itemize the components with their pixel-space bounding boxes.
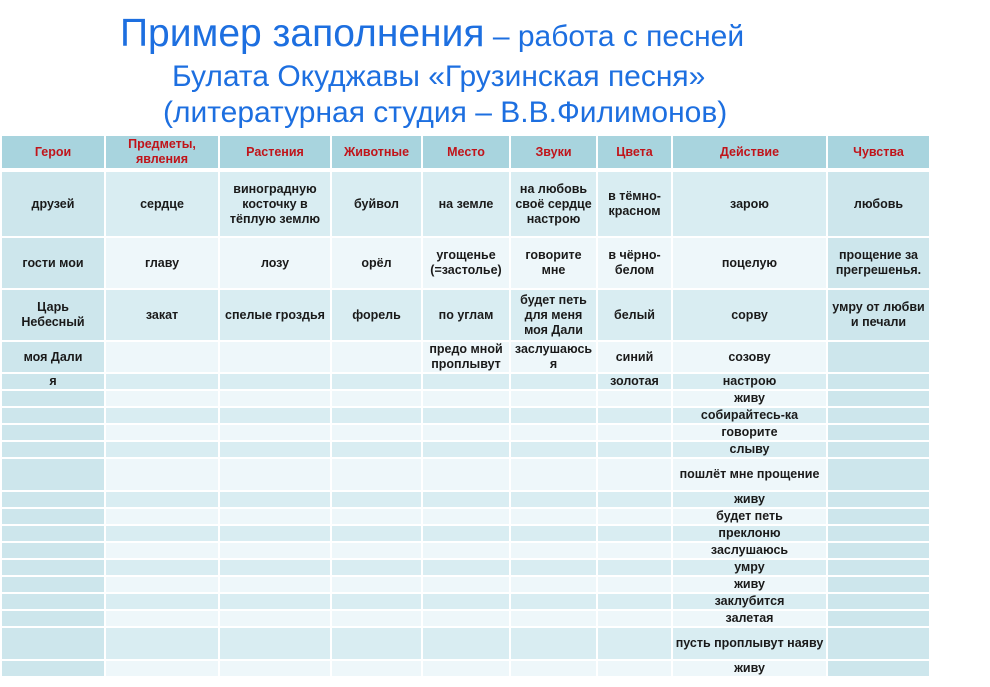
table-cell (828, 577, 931, 594)
table-cell (2, 459, 106, 492)
table-row (2, 408, 931, 425)
table-cell (332, 391, 423, 408)
table-cell (2, 628, 106, 661)
table-cell: синий (598, 342, 673, 374)
table-cell: говорите (673, 425, 828, 442)
table-cell (511, 509, 598, 526)
table-cell (828, 492, 931, 509)
table-cell (423, 594, 511, 611)
table-cell (220, 611, 332, 628)
table-cell (2, 408, 106, 425)
table-row (2, 661, 931, 678)
table-cell (598, 492, 673, 509)
table-cell (423, 408, 511, 425)
table-cell: на любовь своё сердце настрою (511, 172, 598, 238)
table-cell (828, 526, 931, 543)
table-cell: друзей (2, 172, 106, 238)
table-cell (332, 594, 423, 611)
title-line-2: Булата Окуджавы «Грузинская песня» (172, 60, 706, 93)
table-cell: Царь Небесный (2, 290, 106, 342)
table-cell (828, 611, 931, 628)
table-cell: сердце (106, 172, 220, 238)
table-cell (423, 661, 511, 678)
table-cell (828, 594, 931, 611)
table-cell (332, 661, 423, 678)
table-cell: живу (673, 577, 828, 594)
table-cell: сорву (673, 290, 828, 342)
table-cell (828, 374, 931, 391)
table-cell: заслушаюсь (673, 543, 828, 560)
table-cell (511, 526, 598, 543)
table-row (2, 526, 931, 543)
table-cell: предо мной проплывут (423, 342, 511, 374)
table-cell: собирайтесь-ка (673, 408, 828, 425)
table-cell (106, 442, 220, 459)
table-cell: закат (106, 290, 220, 342)
table-cell: пошлёт мне прощение (673, 459, 828, 492)
table-cell (220, 391, 332, 408)
table-cell: в чёрно-белом (598, 238, 673, 290)
table-cell (106, 594, 220, 611)
table-cell (423, 442, 511, 459)
table-cell (511, 560, 598, 577)
table-cell: умру (673, 560, 828, 577)
table-row (2, 391, 931, 408)
table-cell (332, 526, 423, 543)
table-cell (828, 391, 931, 408)
table-cell (598, 628, 673, 661)
table-cell (511, 661, 598, 678)
table-cell (106, 543, 220, 560)
table-cell (220, 594, 332, 611)
table-cell (220, 425, 332, 442)
table-row (2, 459, 931, 492)
table-cell (828, 442, 931, 459)
table-cell (106, 391, 220, 408)
table-cell (220, 509, 332, 526)
table-cell (598, 509, 673, 526)
title-subtitle: – работа с песней (484, 20, 745, 53)
table-cell (332, 459, 423, 492)
table-cell (2, 543, 106, 560)
table-cell (423, 492, 511, 509)
table-cell (220, 577, 332, 594)
table-cell (220, 628, 332, 661)
table-cell (2, 560, 106, 577)
table-cell (220, 543, 332, 560)
table-cell (106, 661, 220, 678)
table-cell (106, 459, 220, 492)
header-feelings: Чувства (828, 136, 931, 170)
table-cell (220, 560, 332, 577)
table-cell: умру от любви и печали (828, 290, 931, 342)
table-cell: форель (332, 290, 423, 342)
table-cell (598, 611, 673, 628)
table-cell (332, 577, 423, 594)
table-cell: пусть проплывут наяву (673, 628, 828, 661)
table-cell (332, 374, 423, 391)
table-cell (598, 526, 673, 543)
table-cell (2, 526, 106, 543)
table-cell (511, 425, 598, 442)
table-cell (332, 492, 423, 509)
table-cell (2, 425, 106, 442)
header-place: Место (423, 136, 511, 170)
table-cell (511, 577, 598, 594)
table-cell (598, 459, 673, 492)
table-cell: я (2, 374, 106, 391)
table-cell (423, 560, 511, 577)
table-cell: на земле (423, 172, 511, 238)
title-main: Пример заполнения (120, 12, 485, 55)
table-cell: буйвол (332, 172, 423, 238)
table-cell (220, 408, 332, 425)
table-cell (828, 661, 931, 678)
table-cell (220, 661, 332, 678)
table-cell: в тёмно-красном (598, 172, 673, 238)
table-cell (511, 594, 598, 611)
table-row (2, 442, 931, 459)
table-cell: по углам (423, 290, 511, 342)
table-cell (423, 391, 511, 408)
table-row (2, 509, 931, 526)
table-cell: созову (673, 342, 828, 374)
table-cell (598, 577, 673, 594)
table-cell: преклоню (673, 526, 828, 543)
header-sounds: Звуки (511, 136, 598, 170)
table-cell (106, 611, 220, 628)
table-cell (220, 526, 332, 543)
header-heroes: Герои (2, 136, 106, 170)
table-cell: настрою (673, 374, 828, 391)
table-cell: моя Дали (2, 342, 106, 374)
table-cell (106, 526, 220, 543)
header-objects: Предметы, явления (106, 136, 220, 170)
table-cell (423, 611, 511, 628)
table-cell (332, 509, 423, 526)
table-cell (598, 391, 673, 408)
table-cell (423, 577, 511, 594)
table-cell (511, 459, 598, 492)
table-cell (220, 459, 332, 492)
header-row (2, 136, 931, 170)
table-cell (220, 374, 332, 391)
table-cell (598, 543, 673, 560)
table-cell (106, 509, 220, 526)
table-cell (828, 560, 931, 577)
table-cell (598, 425, 673, 442)
table-cell (828, 628, 931, 661)
table-cell: спелые гроздья (220, 290, 332, 342)
table-cell (332, 442, 423, 459)
header-actions: Действие (673, 136, 828, 170)
table-cell (106, 560, 220, 577)
table-cell (423, 526, 511, 543)
table-cell (106, 408, 220, 425)
table-cell (332, 408, 423, 425)
table-cell: живу (673, 492, 828, 509)
title-line-3: (литературная студия – В.В.Филимонов) (163, 96, 728, 129)
table-cell (2, 577, 106, 594)
table-cell (828, 543, 931, 560)
table-cell (423, 425, 511, 442)
table-cell (2, 391, 106, 408)
table-cell (828, 408, 931, 425)
table-cell: поцелую (673, 238, 828, 290)
table-cell (106, 492, 220, 509)
song-analysis-table (2, 136, 931, 678)
table-cell (106, 628, 220, 661)
table-cell (423, 459, 511, 492)
table-cell (598, 594, 673, 611)
table-cell (332, 342, 423, 374)
table-cell (598, 661, 673, 678)
table-cell (423, 543, 511, 560)
table-cell (511, 374, 598, 391)
table-cell: живу (673, 391, 828, 408)
table-row (2, 238, 931, 290)
table-cell (220, 442, 332, 459)
table-row (2, 290, 931, 342)
header-animals: Животные (332, 136, 423, 170)
table-cell: любовь (828, 172, 931, 238)
table-cell: заклубится (673, 594, 828, 611)
table-cell: прощение за прегрешенья. (828, 238, 931, 290)
table-cell: будет петь (673, 509, 828, 526)
table-cell (106, 342, 220, 374)
table-cell (598, 442, 673, 459)
table-row (2, 492, 931, 509)
table-cell: виноградную косточку в тёплую землю (220, 172, 332, 238)
table-cell (828, 459, 931, 492)
table-cell (220, 492, 332, 509)
table-row (2, 594, 931, 611)
table-cell (598, 560, 673, 577)
table-cell: говорите мне (511, 238, 598, 290)
table-row (2, 560, 931, 577)
table-cell (332, 628, 423, 661)
table-cell (2, 492, 106, 509)
table-row (2, 374, 931, 391)
table-cell: лозу (220, 238, 332, 290)
table-cell (511, 442, 598, 459)
table-row (2, 543, 931, 560)
table-cell (598, 408, 673, 425)
table-cell (332, 560, 423, 577)
table-cell (828, 425, 931, 442)
table-cell: белый (598, 290, 673, 342)
table-row (2, 611, 931, 628)
table-cell (2, 611, 106, 628)
table-cell: угощенье (=застолье) (423, 238, 511, 290)
table-cell: гости мои (2, 238, 106, 290)
table-row (2, 425, 931, 442)
table-cell (828, 509, 931, 526)
table-cell (332, 543, 423, 560)
table-cell (423, 509, 511, 526)
table-cell (106, 577, 220, 594)
table-cell: заслушаюсь я (511, 342, 598, 374)
title-line-1 (120, 12, 744, 56)
table-cell (423, 374, 511, 391)
table-cell (511, 628, 598, 661)
table-cell (220, 342, 332, 374)
table-cell (511, 408, 598, 425)
table-cell (2, 509, 106, 526)
table-cell (332, 425, 423, 442)
table-cell (2, 661, 106, 678)
table-row (2, 628, 931, 661)
table-cell (511, 611, 598, 628)
table-row (2, 172, 931, 238)
table-cell (2, 594, 106, 611)
table-cell (106, 425, 220, 442)
table-cell (511, 492, 598, 509)
table-cell: слыву (673, 442, 828, 459)
table-cell (2, 442, 106, 459)
table-cell (332, 611, 423, 628)
table-cell: будет петь для меня моя Дали (511, 290, 598, 342)
table-cell: главу (106, 238, 220, 290)
table-cell: золотая (598, 374, 673, 391)
table-cell (828, 342, 931, 374)
table-cell: залетая (673, 611, 828, 628)
table-cell: орёл (332, 238, 423, 290)
table-cell: зарою (673, 172, 828, 238)
table-cell: живу (673, 661, 828, 678)
table-cell (106, 374, 220, 391)
header-colors: Цвета (598, 136, 673, 170)
table-cell (423, 628, 511, 661)
table-row (2, 342, 931, 374)
header-plants: Растения (220, 136, 332, 170)
table-cell (511, 543, 598, 560)
table-cell (511, 391, 598, 408)
table-row (2, 577, 931, 594)
